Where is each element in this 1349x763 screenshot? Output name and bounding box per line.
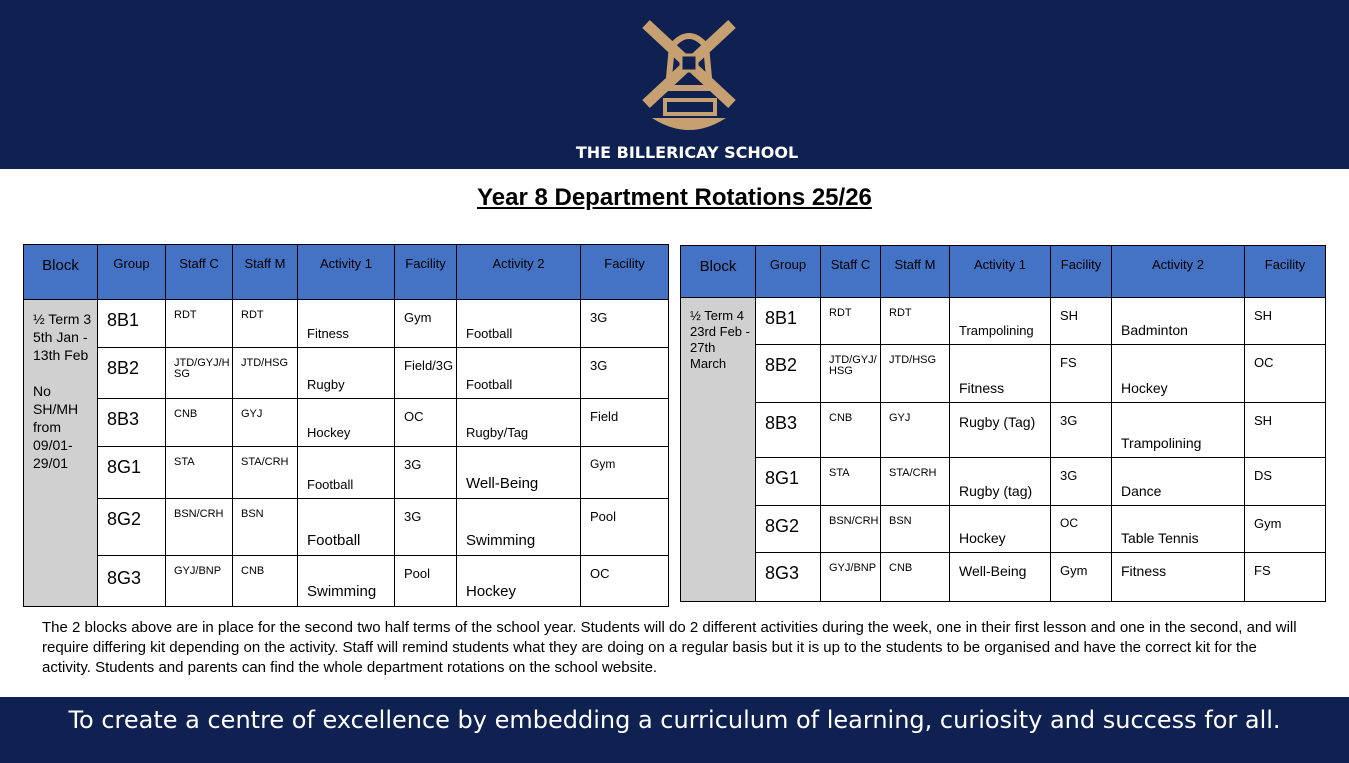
activity-1-cell: Rugby <box>298 348 395 399</box>
facility-1-cell: Gym <box>1051 553 1112 602</box>
staff-m-cell: BSN <box>881 506 950 553</box>
activity-2-cell: Swimming <box>457 499 581 556</box>
header-facility-1: Facility <box>1051 246 1112 298</box>
facility-1-cell: FS <box>1051 345 1112 403</box>
group-cell: 8B3 <box>756 403 821 458</box>
table-row <box>681 553 1326 602</box>
activity-1-cell: Well-Being <box>950 553 1051 602</box>
staff-c-cell: CNB <box>166 399 233 447</box>
facility-2-cell: Gym <box>1245 506 1326 553</box>
activity-1-cell: Fitness <box>950 345 1051 403</box>
staff-c-cell: BSN/CRH <box>821 506 881 553</box>
facility-1-cell: OC <box>1051 506 1112 553</box>
header-group: Group <box>98 245 166 300</box>
staff-m-cell: JTD/HSG <box>881 345 950 403</box>
term4-rotation-table <box>680 245 1326 602</box>
header-facility-1: Facility <box>395 245 457 300</box>
staff-c-cell: RDT <box>821 298 881 345</box>
staff-m-cell: STA/CRH <box>881 458 950 506</box>
windmill-logo-icon <box>638 18 740 136</box>
header-activity-2: Activity 2 <box>1112 246 1245 298</box>
activity-2-cell: Trampolining <box>1112 403 1245 458</box>
block-term-text: ½ Term 3 5th Jan - 13th Feb No SH/MH from 09/01-29/01 <box>33 311 92 471</box>
facility-2-cell: Field <box>581 399 669 447</box>
table-row <box>24 399 669 447</box>
staff-m-cell: CNB <box>881 553 950 602</box>
facility-2-cell: Gym <box>581 447 669 499</box>
group-cell: 8B2 <box>98 348 166 399</box>
staff-c-cell: JTD/GYJ/HSG <box>166 348 233 399</box>
group-cell: 8B2 <box>756 345 821 403</box>
staff-m-cell: JTD/HSG <box>233 348 298 399</box>
school-motto: To create a centre of excellence by embedding a curriculum of learning, curiosity and success for all. <box>68 706 1281 734</box>
header-facility-2: Facility <box>1245 246 1326 298</box>
staff-c-cell: GYJ/BNP <box>821 553 881 602</box>
group-cell: 8G3 <box>756 553 821 602</box>
table-row <box>24 556 669 607</box>
table-row <box>24 447 669 499</box>
table-row <box>24 300 669 348</box>
header-activity-1: Activity 1 <box>950 246 1051 298</box>
group-cell: 8G3 <box>98 556 166 607</box>
activity-1-cell: Hockey <box>950 506 1051 553</box>
group-cell: 8G2 <box>98 499 166 556</box>
activity-2-cell: Dance <box>1112 458 1245 506</box>
facility-2-cell: OC <box>581 556 669 607</box>
activity-1-cell: Football <box>298 499 395 556</box>
facility-1-cell: Pool <box>395 556 457 607</box>
facility-2-cell: 3G <box>581 300 669 348</box>
header-block: Block <box>24 245 98 300</box>
table-row <box>24 499 669 556</box>
staff-m-cell: RDT <box>881 298 950 345</box>
group-cell: 8G1 <box>98 447 166 499</box>
group-cell: 8B1 <box>98 300 166 348</box>
header-staff-m: Staff M <box>881 246 950 298</box>
facility-1-cell: SH <box>1051 298 1112 345</box>
facility-2-cell: OC <box>1245 345 1326 403</box>
activity-1-cell: Rugby (Tag) <box>950 403 1051 458</box>
group-cell: 8G1 <box>756 458 821 506</box>
header-facility-2: Facility <box>581 245 669 300</box>
facility-1-cell: 3G <box>395 499 457 556</box>
activity-2-cell: Rugby/Tag <box>457 399 581 447</box>
activity-2-cell: Table Tennis <box>1112 506 1245 553</box>
facility-1-cell: Gym <box>395 300 457 348</box>
activity-1-cell: Trampolining <box>950 298 1051 345</box>
activity-2-cell: Hockey <box>457 556 581 607</box>
facility-1-cell: 3G <box>1051 458 1112 506</box>
staff-m-cell: GYJ <box>881 403 950 458</box>
staff-c-cell: RDT <box>166 300 233 348</box>
group-cell: 8G2 <box>756 506 821 553</box>
header-block: Block <box>681 246 756 298</box>
header-group: Group <box>756 246 821 298</box>
block-term-cell <box>24 300 98 607</box>
page-title: Year 8 Department Rotations 25/26 <box>477 184 872 211</box>
staff-c-cell: JTD/GYJ/HSG <box>821 345 881 403</box>
group-cell: 8B1 <box>756 298 821 345</box>
facility-2-cell: Pool <box>581 499 669 556</box>
activity-1-cell: Rugby (tag) <box>950 458 1051 506</box>
facility-1-cell: 3G <box>395 447 457 499</box>
table-row <box>681 298 1326 345</box>
header-activity-1: Activity 1 <box>298 245 395 300</box>
activity-2-cell: Well-Being <box>457 447 581 499</box>
staff-m-cell: STA/CRH <box>233 447 298 499</box>
staff-c-cell: GYJ/BNP <box>166 556 233 607</box>
activity-1-cell: Fitness <box>298 300 395 348</box>
activity-2-cell: Football <box>457 300 581 348</box>
table-row <box>681 345 1326 403</box>
activity-2-cell: Badminton <box>1112 298 1245 345</box>
table-row <box>681 403 1326 458</box>
staff-c-cell: STA <box>166 447 233 499</box>
facility-2-cell: FS <box>1245 553 1326 602</box>
activity-2-cell: Hockey <box>1112 345 1245 403</box>
facility-2-cell: SH <box>1245 298 1326 345</box>
staff-c-cell: CNB <box>821 403 881 458</box>
table-row <box>24 348 669 399</box>
block-term-text: ½ Term 4 23rd Feb - 27th March <box>690 308 750 371</box>
staff-c-cell: STA <box>821 458 881 506</box>
activity-2-cell: Fitness <box>1112 553 1245 602</box>
facility-1-cell: 3G <box>1051 403 1112 458</box>
facility-2-cell: 3G <box>581 348 669 399</box>
header-staff-c: Staff C <box>166 245 233 300</box>
facility-2-cell: DS <box>1245 458 1326 506</box>
group-cell: 8B3 <box>98 399 166 447</box>
staff-m-cell: RDT <box>233 300 298 348</box>
facility-1-cell: Field/3G <box>395 348 457 399</box>
facility-1-cell: OC <box>395 399 457 447</box>
staff-m-cell: CNB <box>233 556 298 607</box>
activity-1-cell: Football <box>298 447 395 499</box>
term3-rotation-table <box>23 244 669 607</box>
table-row <box>681 506 1326 553</box>
staff-m-cell: GYJ <box>233 399 298 447</box>
block-term-cell <box>681 298 756 602</box>
staff-c-cell: BSN/CRH <box>166 499 233 556</box>
activity-2-cell: Football <box>457 348 581 399</box>
facility-2-cell: SH <box>1245 403 1326 458</box>
staff-m-cell: BSN <box>233 499 298 556</box>
activity-1-cell: Swimming <box>298 556 395 607</box>
header-staff-m: Staff M <box>233 245 298 300</box>
school-name: THE BILLERICAY SCHOOL <box>575 143 799 162</box>
header-activity-2: Activity 2 <box>457 245 581 300</box>
header-staff-c: Staff C <box>821 246 881 298</box>
table-row <box>681 458 1326 506</box>
description-text: The 2 blocks above are in place for the second two half terms of the school year. Students will do 2 different activities during the week, one in their first lesson and one in the second, and will require differing kit depending on the activity. Staff will remind students what they are doing on a regular basis but it is up to the students to be organised and have the correct kit for the activity. Students and parents can find the whole department rotations on the school website. <box>42 619 1297 676</box>
activity-1-cell: Hockey <box>298 399 395 447</box>
